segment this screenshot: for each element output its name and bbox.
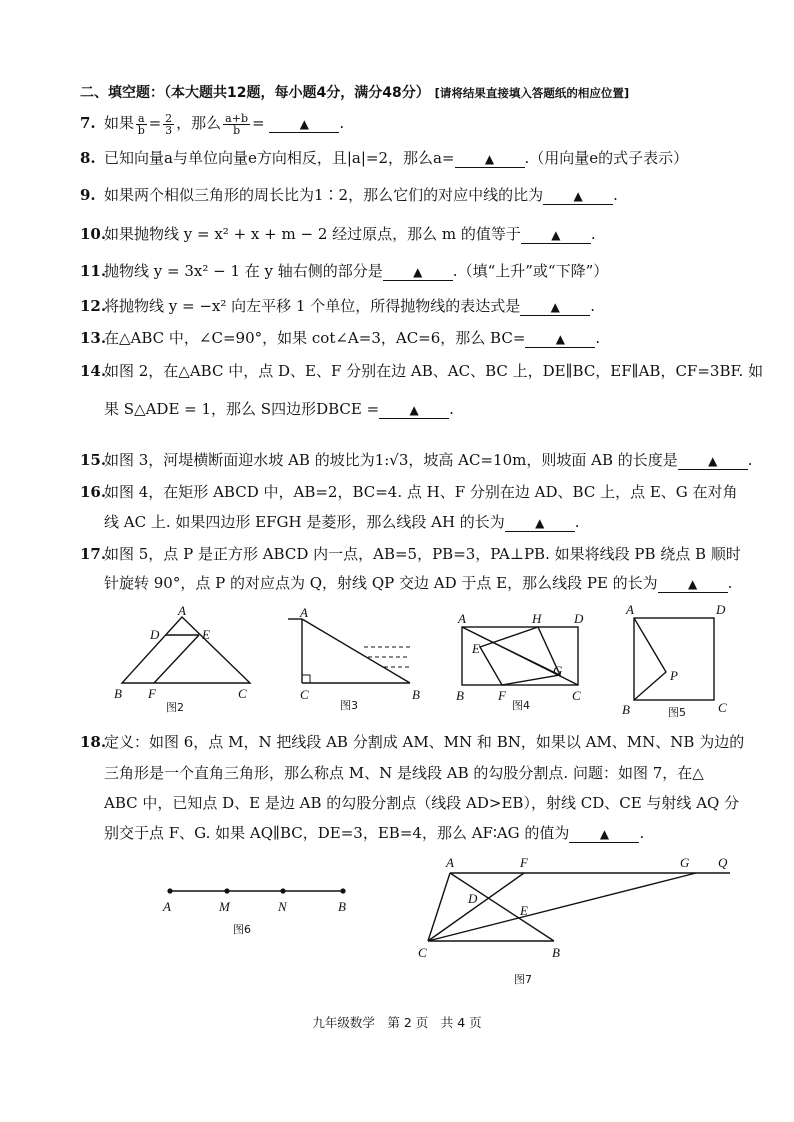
- fig3-label-C: C: [300, 687, 309, 702]
- figure-2-caption: 图2: [166, 701, 184, 714]
- question-16-line2: 线 AC 上. 如果四边形 EFGH 是菱形，那么线段 AH 的长为 ▲ .: [104, 513, 580, 531]
- figure-2-diagram: [110, 605, 260, 715]
- answer-blank[interactable]: ▲: [520, 299, 590, 316]
- fig5-label-P: P: [670, 668, 678, 683]
- question-9: 9. 如果两个相似三角形的周长比为1∶2，那么它们的对应中线的比为 ▲ .: [80, 186, 618, 204]
- figure-7-diagram: [412, 853, 742, 993]
- fig7-label-G: G: [680, 855, 690, 870]
- fig7-label-D: D: [468, 891, 478, 906]
- figure-4-diagram: [452, 605, 592, 715]
- figure-2: [110, 605, 260, 715]
- figure-5-diagram: [620, 600, 740, 718]
- fig2-label-D: D: [150, 627, 160, 642]
- fig4-label-G: G: [553, 663, 563, 678]
- question-18-line4: 别交于点 F、G. 如果 AQ∥BC，DE=3，EB=4，那么 AF∶AG 的值为 ▲ .: [104, 824, 645, 842]
- figure-3: [288, 605, 428, 715]
- question-7: 7. 如果 $\frac{a}{b}$ = $\frac{2}{3}$ ，那么 $\frac{a+b}{b}$ = ▲ .: [80, 111, 345, 137]
- question-13: 13.在△ABC 中，∠C=90°，如果 cot∠A=3，AC=6，那么 BC= ▲ .: [80, 329, 601, 347]
- section-title: 二、填空题：（本大题共12题，每小题4分，满分48分）: [80, 85, 430, 101]
- figure-6-caption: 图6: [233, 923, 251, 936]
- fig5-label-A: A: [626, 602, 634, 617]
- fig4-label-H: H: [532, 611, 542, 626]
- question-14: 14.如图 2，在△ABC 中，点 D、E、F 分别在边 AB、AC、BC 上，DE∥BC，EF∥AB，CF=3BF. 如: [80, 362, 764, 380]
- fig2-label-E: E: [202, 627, 210, 642]
- figure-4: [452, 605, 592, 715]
- fig4-label-F: F: [498, 688, 506, 703]
- answer-blank[interactable]: ▲: [455, 151, 525, 168]
- answer-blank[interactable]: ▲: [525, 331, 595, 348]
- question-17-line2: 针旋转 90°，点 P 的对应点为 Q，射线 QP 交边 AD 于点 E，那么线段 PE 的长为 ▲ .: [104, 574, 733, 592]
- fig2-label-F: F: [148, 686, 156, 701]
- fig4-label-C: C: [572, 688, 581, 703]
- question-18-line3: ABC 中，已知点 D、E 是边 AB 的勾股分割点（线段 AD>EB），射线 CD、CE 与射线 AQ 分: [104, 794, 740, 812]
- figure-5-caption: 图5: [668, 706, 686, 718]
- question-12: 12.将抛物线 y = −x² 向左平移 1 个单位，所得抛物线的表达式是 ▲ .: [80, 297, 596, 315]
- question-8: 8. 已知向量a与单位向量e方向相反，且|a|=2，那么a= ▲ .（用向量e的式子表示）: [80, 149, 689, 167]
- figure-4-caption: 图4: [512, 699, 530, 712]
- answer-blank[interactable]: ▲: [383, 264, 453, 281]
- figure-3-caption: 图3: [340, 699, 358, 712]
- section-note: [请将结果直接填入答题纸的相应位置]: [434, 86, 630, 100]
- answer-blank[interactable]: ▲: [379, 402, 449, 419]
- question-15: 15.如图 3，河堤横断面迎水坡 AB 的坡比为1:√3，坡高 AC=10m，则坡面 AB 的长度是 ▲ .: [80, 451, 753, 469]
- figure-7: [412, 853, 742, 993]
- fig3-label-B: B: [412, 687, 420, 702]
- fig7-label-A: A: [446, 855, 454, 870]
- fig3-label-A: A: [300, 605, 308, 620]
- fig2-label-C: C: [238, 686, 247, 701]
- answer-blank[interactable]: ▲: [569, 826, 639, 843]
- question-11: 11.抛物线 y = 3x² − 1 在 y 轴右侧的部分是 ▲ .（填“上升”或“下降”）: [80, 262, 609, 280]
- fig4-label-B: B: [456, 688, 464, 703]
- fig6-label-M: M: [219, 899, 230, 914]
- question-18: 18.定义：如图 6，点 M，N 把线段 AB 分割成 AM、MN 和 BN，如果以 AM、MN、NB 为边的: [80, 733, 745, 751]
- fig2-label-A: A: [178, 605, 186, 618]
- fig4-label-E: E: [472, 641, 480, 656]
- fig7-label-F: F: [520, 855, 528, 870]
- section-header: [80, 82, 629, 104]
- fig6-label-N: N: [278, 899, 287, 914]
- fig7-label-E: E: [520, 903, 528, 918]
- question-18-line2: 三角形是一个直角三角形，那么称点 M、N 是线段 AB 的勾股分割点. 问题：如图 7，在△: [104, 764, 704, 782]
- figure-5: [620, 600, 740, 718]
- question-14-line2: 果 S△ADE = 1，那么 S四边形DBCE = ▲ .: [104, 400, 454, 418]
- answer-blank[interactable]: ▲: [658, 576, 728, 593]
- fig2-label-B: B: [114, 686, 122, 701]
- fig5-label-C: C: [718, 700, 727, 715]
- answer-blank[interactable]: ▲: [269, 116, 339, 133]
- answer-blank[interactable]: ▲: [543, 188, 613, 205]
- answer-blank[interactable]: ▲: [505, 515, 575, 532]
- fig5-label-B: B: [622, 702, 630, 717]
- fig5-label-D: D: [716, 602, 726, 617]
- fig7-label-C: C: [418, 945, 427, 960]
- figure-6: [155, 875, 365, 945]
- answer-blank[interactable]: ▲: [678, 453, 748, 470]
- fig4-label-D: D: [574, 611, 584, 626]
- fig6-label-B: B: [338, 899, 346, 914]
- answer-blank[interactable]: ▲: [521, 227, 591, 244]
- question-16: 16.如图 4，在矩形 ABCD 中，AB=2，BC=4. 点 H、F 分别在边 AD、BC 上，点 E、G 在对角: [80, 483, 738, 501]
- page-footer: 九年级数学 第 2 页 共 4 页: [312, 1015, 482, 1030]
- fig7-label-B: B: [552, 945, 560, 960]
- fig7-label-Q: Q: [718, 855, 728, 870]
- question-10: 10.如果抛物线 y = x² + x + m − 2 经过原点，那么 m 的值等于 ▲ .: [80, 225, 596, 243]
- question-17: 17.如图 5，点 P 是正方形 ABCD 内一点，AB=5，PB=3，PA⊥PB. 如果将线段 PB 绕点 B 顺时: [80, 545, 741, 563]
- fig4-label-A: A: [458, 611, 466, 626]
- fig6-label-A: A: [163, 899, 171, 914]
- figure-3-diagram: [288, 605, 428, 715]
- figure-7-caption: 图7: [514, 973, 532, 986]
- figure-6-diagram: [155, 875, 365, 945]
